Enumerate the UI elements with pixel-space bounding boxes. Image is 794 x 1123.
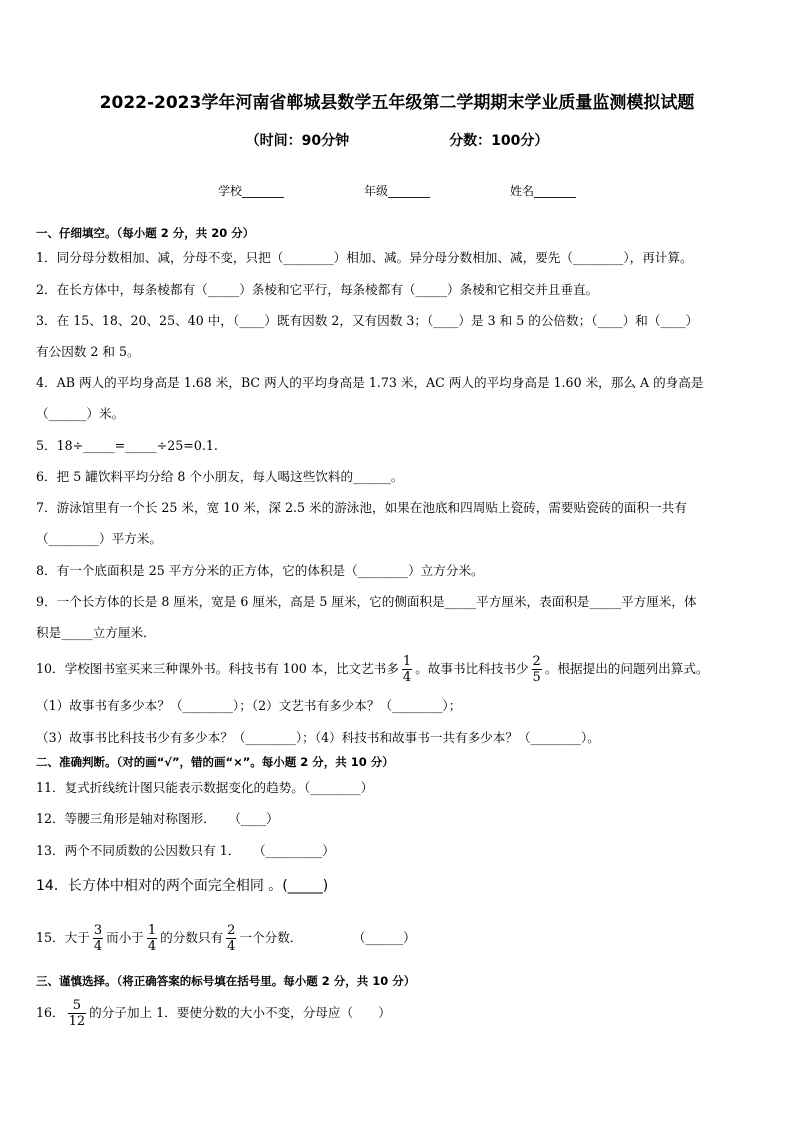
q10-text-3: 。根据提出的问题列出算式。	[544, 661, 709, 676]
fraction-two-fourths: $\frac{2}{4}$	[227, 923, 236, 954]
question-6: 6．把 5 罐饮料平均分给 8 个小朋友，每人喝这些饮料的______。	[36, 469, 404, 484]
question-10-sub-1: （1）故事书有多少本？（________）；（2）文艺书有多少本？（________）；	[36, 698, 462, 713]
q16-text-1: 16．	[36, 1005, 65, 1020]
fraction-three-fourths: $\frac{3}{4}$	[93, 923, 103, 954]
question-7-line-1: 7．游泳馆里有一个长 25 米，宽 10 米，深 2.5 米的游泳池，如果在池底和四周贴上瓷砖，需要贴瓷砖的面积一共有	[36, 500, 687, 515]
question-13: 13．两个不同质数的公因数只有 1． （_________）	[36, 843, 335, 858]
grade-field: 年级_______	[363, 184, 430, 198]
question-3-line-1: 3．在 15、18、20、25、40 中，（____）既有因数 2，又有因数 3；（____）是 3 和 5 的公倍数；（____）和（____）	[36, 313, 699, 328]
question-10	[36, 652, 774, 686]
question-2: 2．在长方体中，每条棱都有（_____）条棱和它平行，每条棱都有（_____）条棱和它相交并且垂直。	[36, 282, 599, 297]
section-3-heading: 三、谨慎选择。（将正确答案的标号填在括号里。每小题 2 分，共 10 分）	[36, 974, 416, 988]
student-info	[0, 182, 794, 199]
name-field: 姓名_______	[510, 184, 577, 198]
q15-text-2: 而小于	[106, 930, 144, 945]
q16-text-2: 的分子加上 1．要使分数的大小不变，分母应（ ）	[89, 1005, 391, 1020]
section-2-heading: 二、准确判断。（对的画“√”，错的画“×”。每小题 2 分，共 10 分）	[36, 755, 394, 769]
question-11: 11．复式折线统计图只能表示数据变化的趋势。（________）	[36, 780, 374, 795]
question-8: 8．有一个底面积是 25 平方分米的正方体，它的体积是（________）立方分米。	[36, 563, 484, 578]
question-5: 5．18÷_____=_____÷25=0.1.	[36, 438, 218, 453]
question-4-line-2: （______）米。	[36, 406, 125, 421]
fraction-five-twelfths: $\frac{5}{12}$	[68, 998, 86, 1029]
question-1: 1．同分母分数相加、减，分母不变，只把（________）相加、减。异分母分数相加、减，要先（________），再计算。	[36, 250, 693, 265]
exam-score: 分数：100分）	[449, 133, 549, 149]
question-15	[36, 916, 774, 960]
question-4-line-1: 4．AB 两人的平均身高是 1.68 米，BC 两人的平均身高是 1.73 米，AC 两人的平均身高是 1.60 米，那么 A 的身高是	[36, 375, 704, 390]
question-10-sub-2: （3）故事书比科技书少有多少本？（________）；（4）科技书和故事书一共有多少本？（________）。	[36, 730, 600, 745]
fraction-one-fourth-b: $\frac{1}{4}$	[147, 923, 157, 954]
q15-text-3: 的分数只有	[160, 930, 224, 945]
fraction-two-fifths: $\frac{2}{5}$	[532, 654, 541, 685]
q15-text-1: 15．大于	[36, 930, 90, 945]
question-7-line-2: （________）平方米。	[36, 531, 162, 546]
exam-time: （时间：90分钟	[245, 133, 350, 149]
q15-text-4: 一个分数． （______）	[239, 930, 416, 945]
exam-subtitle	[0, 130, 794, 150]
question-14: 14．长方体中相对的两个面完全相同 。(_____)	[36, 878, 329, 894]
question-12: 12．等腰三角形是轴对称图形． （____）	[36, 811, 279, 826]
school-field: 学校_______	[217, 184, 284, 198]
exam-title: 2022-2023学年河南省郸城县数学五年级第二学期期末学业质量监测模拟试题	[99, 93, 695, 113]
question-9-line-2: 积是_____立方厘米．	[36, 625, 156, 640]
section-1-heading: 一、仔细填空。（每小题 2 分，共 20 分）	[36, 226, 255, 240]
q10-text-2: 。故事书比科技书少	[415, 661, 529, 676]
fraction-one-fourth: $\frac{1}{4}$	[402, 654, 412, 685]
q10-text-1: 10．学校图书室买来三种课外书。科技书有 100 本，比文艺书多	[36, 661, 399, 676]
question-3-line-2: 有公因数 2 和 5。	[36, 344, 140, 359]
question-16	[36, 992, 774, 1034]
question-9-line-1: 9．一个长方体的长是 8 厘米，宽是 6 厘米，高是 5 厘米，它的侧面积是_____平方厘米，表面积是_____平方厘米，体	[36, 594, 697, 609]
